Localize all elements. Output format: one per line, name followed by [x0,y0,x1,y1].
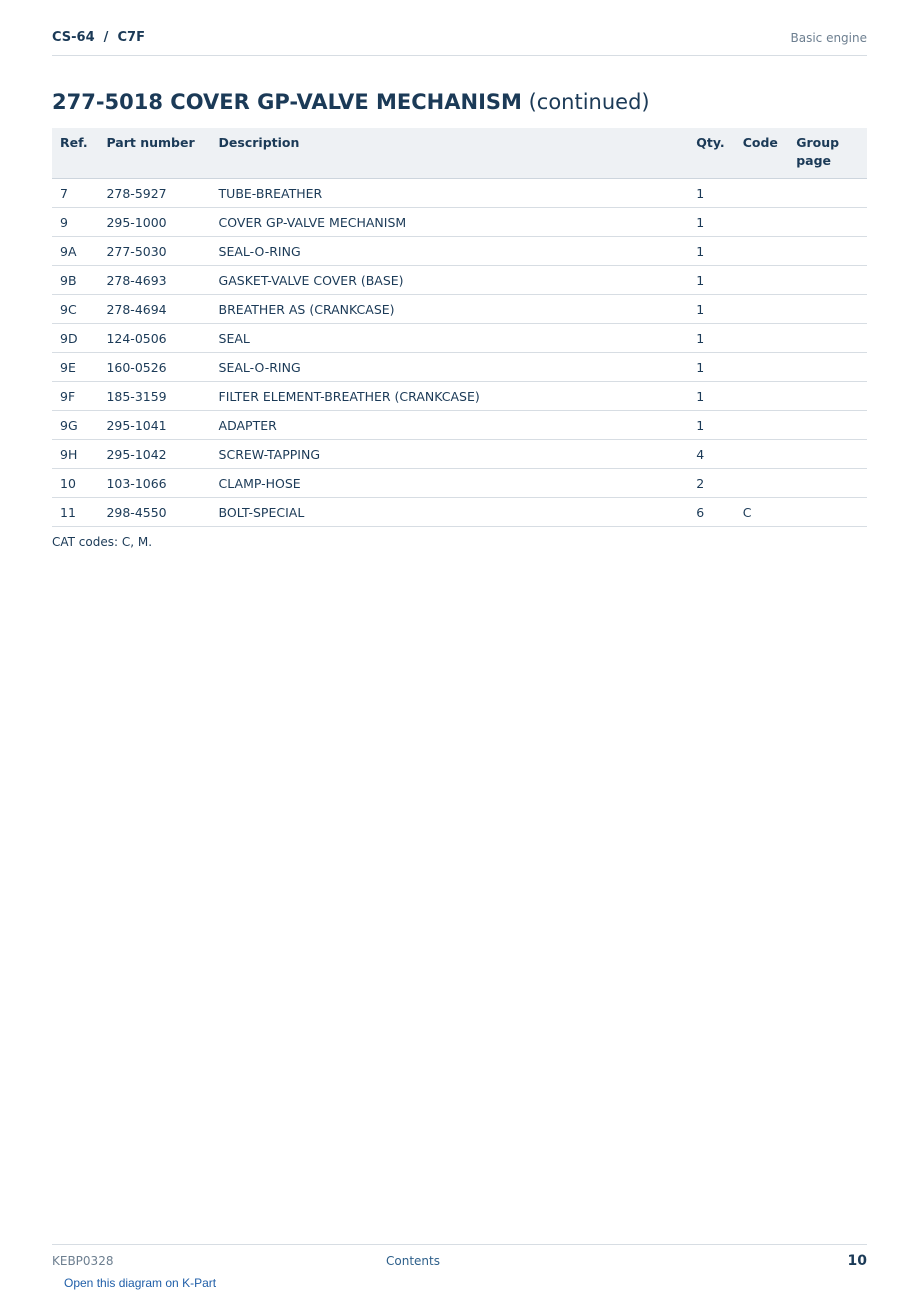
header-part-number: Part number [98,128,210,179]
table-row [52,208,867,237]
cell-description: BOLT-SPECIAL [211,498,689,527]
cell-qty: 1 [688,324,734,353]
cell-code [735,208,789,237]
cell-qty: 6 [688,498,734,527]
cell-ref: 10 [52,469,98,498]
cell-description: COVER GP-VALVE MECHANISM [211,208,689,237]
cell-group-page [788,208,867,237]
table-row [52,353,867,382]
cell-code [735,411,789,440]
cell-part-number: 160-0526 [98,353,210,382]
cell-qty: 1 [688,353,734,382]
cell-part-number: 278-4693 [98,266,210,295]
cell-code [735,469,789,498]
page-footer [52,1244,867,1275]
cell-group-page [788,498,867,527]
cell-group-page [788,295,867,324]
page-number: 10 [847,1253,867,1269]
parts-table-body [52,179,867,527]
table-row [52,469,867,498]
cell-ref: 9G [52,411,98,440]
cell-qty: 1 [688,411,734,440]
cell-part-number: 295-1041 [98,411,210,440]
cell-code: C [735,498,789,527]
cell-description: FILTER ELEMENT-BREATHER (CRANKCASE) [211,382,689,411]
cell-code [735,295,789,324]
table-row [52,324,867,353]
cell-qty: 2 [688,469,734,498]
cell-qty: 1 [688,179,734,208]
cell-part-number: 298-4550 [98,498,210,527]
page-header [52,28,867,56]
cell-ref: 9H [52,440,98,469]
cell-part-number: 124-0506 [98,324,210,353]
table-row [52,237,867,266]
cell-description: SCREW-TAPPING [211,440,689,469]
parts-table [52,128,867,527]
table-row [52,295,867,324]
cell-code [735,382,789,411]
cell-part-number: 277-5030 [98,237,210,266]
cell-code [735,237,789,266]
header-group-page: Group page [788,128,867,179]
cell-group-page [788,440,867,469]
table-row [52,382,867,411]
open-diagram-link[interactable]: Open this diagram on K-Part [64,1276,217,1290]
cell-group-page [788,179,867,208]
header-description: Description [211,128,689,179]
cell-description: ADAPTER [211,411,689,440]
document-id: KEBP0328 [52,1254,114,1268]
cell-description: BREATHER AS (CRANKCASE) [211,295,689,324]
header-qty: Qty. [688,128,734,179]
model-breadcrumb: CS-64 / C7F [52,30,145,45]
cell-part-number: 278-5927 [98,179,210,208]
cell-qty: 1 [688,237,734,266]
cell-qty: 1 [688,382,734,411]
cell-description: CLAMP-HOSE [211,469,689,498]
cell-code [735,353,789,382]
cell-qty: 1 [688,208,734,237]
continued-label: (continued) [528,90,650,114]
table-row [52,179,867,208]
page-title [52,90,650,114]
header-ref: Ref. [52,128,98,179]
cell-ref: 11 [52,498,98,527]
cell-code [735,324,789,353]
cell-part-number: 103-1066 [98,469,210,498]
table-row [52,411,867,440]
cell-ref: 9F [52,382,98,411]
cell-group-page [788,469,867,498]
cell-ref: 9D [52,324,98,353]
table-row [52,498,867,527]
cell-description: SEAL-O-RING [211,237,689,266]
section-name: Basic engine [790,31,867,45]
cell-ref: 9E [52,353,98,382]
cell-code [735,266,789,295]
cell-qty: 1 [688,266,734,295]
cell-part-number: 185-3159 [98,382,210,411]
cell-description: GASKET-VALVE COVER (BASE) [211,266,689,295]
table-row [52,440,867,469]
cell-ref: 9A [52,237,98,266]
contents-link[interactable]: Contents [386,1254,440,1268]
cell-group-page [788,382,867,411]
header-row [52,128,867,179]
cell-ref: 9C [52,295,98,324]
cell-group-page [788,353,867,382]
cell-qty: 4 [688,440,734,469]
cell-part-number: 295-1000 [98,208,210,237]
cell-group-page [788,411,867,440]
cell-description: SEAL [211,324,689,353]
cell-code [735,179,789,208]
cell-group-page [788,266,867,295]
cell-ref: 9 [52,208,98,237]
cell-ref: 9B [52,266,98,295]
cell-part-number: 295-1042 [98,440,210,469]
assembly-title: 277-5018 COVER GP-VALVE MECHANISM [52,90,522,114]
table-row [52,266,867,295]
cell-description: TUBE-BREATHER [211,179,689,208]
cell-ref: 7 [52,179,98,208]
cell-part-number: 278-4694 [98,295,210,324]
header-code: Code [735,128,789,179]
cell-code [735,440,789,469]
parts-table-header [52,128,867,179]
cat-codes-note: CAT codes: C, M. [52,535,153,549]
cell-group-page [788,237,867,266]
cell-description: SEAL-O-RING [211,353,689,382]
cell-qty: 1 [688,295,734,324]
cell-group-page [788,324,867,353]
